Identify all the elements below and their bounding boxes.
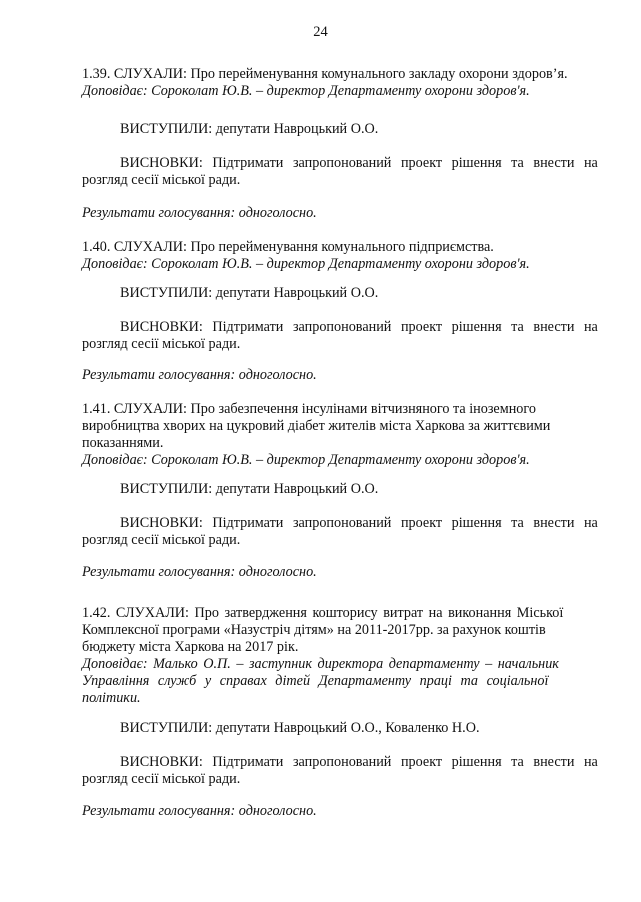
- item-vote-result: Результати голосування: одноголосно.: [82, 803, 317, 819]
- item-speakers: ВИСТУПИЛИ: депутати Навроцький О.О.: [120, 285, 379, 301]
- item-reporter: Доповідає: Сороколат Ю.В. – директор Департаменту охорони здоров'я.: [82, 83, 530, 99]
- item-speakers: ВИСТУПИЛИ: депутати Навроцький О.О.: [120, 481, 379, 497]
- item-heading-cont: виробництва хворих на цукровий діабет жителів міста Харкова за життєвими: [82, 418, 551, 434]
- agenda-item-1-41: [82, 401, 600, 469]
- item-heading-end: показаннями.: [82, 435, 164, 451]
- item-conclusions: ВИСНОВКИ: Підтримати запропонований проект рішення та внести на розгляд сесії міської ради.: [82, 155, 598, 188]
- item-heading-end: бюджету міста Харкова на 2017 рік.: [82, 639, 299, 655]
- page-number: 24: [313, 24, 328, 40]
- agenda-item-1-39: [82, 66, 600, 100]
- item-speakers: ВИСТУПИЛИ: депутати Навроцький О.О., Коваленко Н.О.: [120, 720, 480, 736]
- item-heading: 1.42. СЛУХАЛИ: Про затвердження кошторису витрат на виконання Міської: [82, 605, 564, 621]
- item-reporter: Доповідає: Малько О.П. – заступник директора департаменту – начальник: [82, 656, 559, 672]
- item-heading-cont: Комплексної програми «Назустріч дітям» на 2011-2017рр. за рахунок коштів: [82, 622, 546, 638]
- item-reporter-cont: Управління служб у справах дітей Департаменту праці та соціальної: [82, 673, 549, 689]
- item-reporter: Доповідає: Сороколат Ю.В. – директор Департаменту охорони здоров'я.: [82, 256, 530, 272]
- item-vote-result: Результати голосування: одноголосно.: [82, 564, 317, 580]
- agenda-item-1-40: [82, 239, 600, 273]
- item-vote-result: Результати голосування: одноголосно.: [82, 205, 317, 221]
- item-conclusions: ВИСНОВКИ: Підтримати запропонований проект рішення та внести на розгляд сесії міської ради.: [82, 319, 598, 352]
- item-vote-result: Результати голосування: одноголосно.: [82, 367, 317, 383]
- item-reporter: Доповідає: Сороколат Ю.В. – директор Департаменту охорони здоров'я.: [82, 452, 530, 468]
- item-speakers: ВИСТУПИЛИ: депутати Навроцький О.О.: [120, 121, 379, 137]
- item-heading: 1.41. СЛУХАЛИ: Про забезпечення інсулінами вітчизняного та іноземного: [82, 401, 536, 417]
- item-reporter-end: політики.: [82, 690, 141, 706]
- item-conclusions: ВИСНОВКИ: Підтримати запропонований проект рішення та внести на розгляд сесії міської ради.: [82, 754, 598, 787]
- item-heading: 1.39. СЛУХАЛИ: Про перейменування комунального закладу охорони здоров’я.: [82, 66, 568, 82]
- item-heading: 1.40. СЛУХАЛИ: Про перейменування комунального підприємства.: [82, 239, 494, 255]
- item-conclusions: ВИСНОВКИ: Підтримати запропонований проект рішення та внести на розгляд сесії міської ради.: [82, 515, 598, 548]
- agenda-item-1-42: [82, 605, 600, 707]
